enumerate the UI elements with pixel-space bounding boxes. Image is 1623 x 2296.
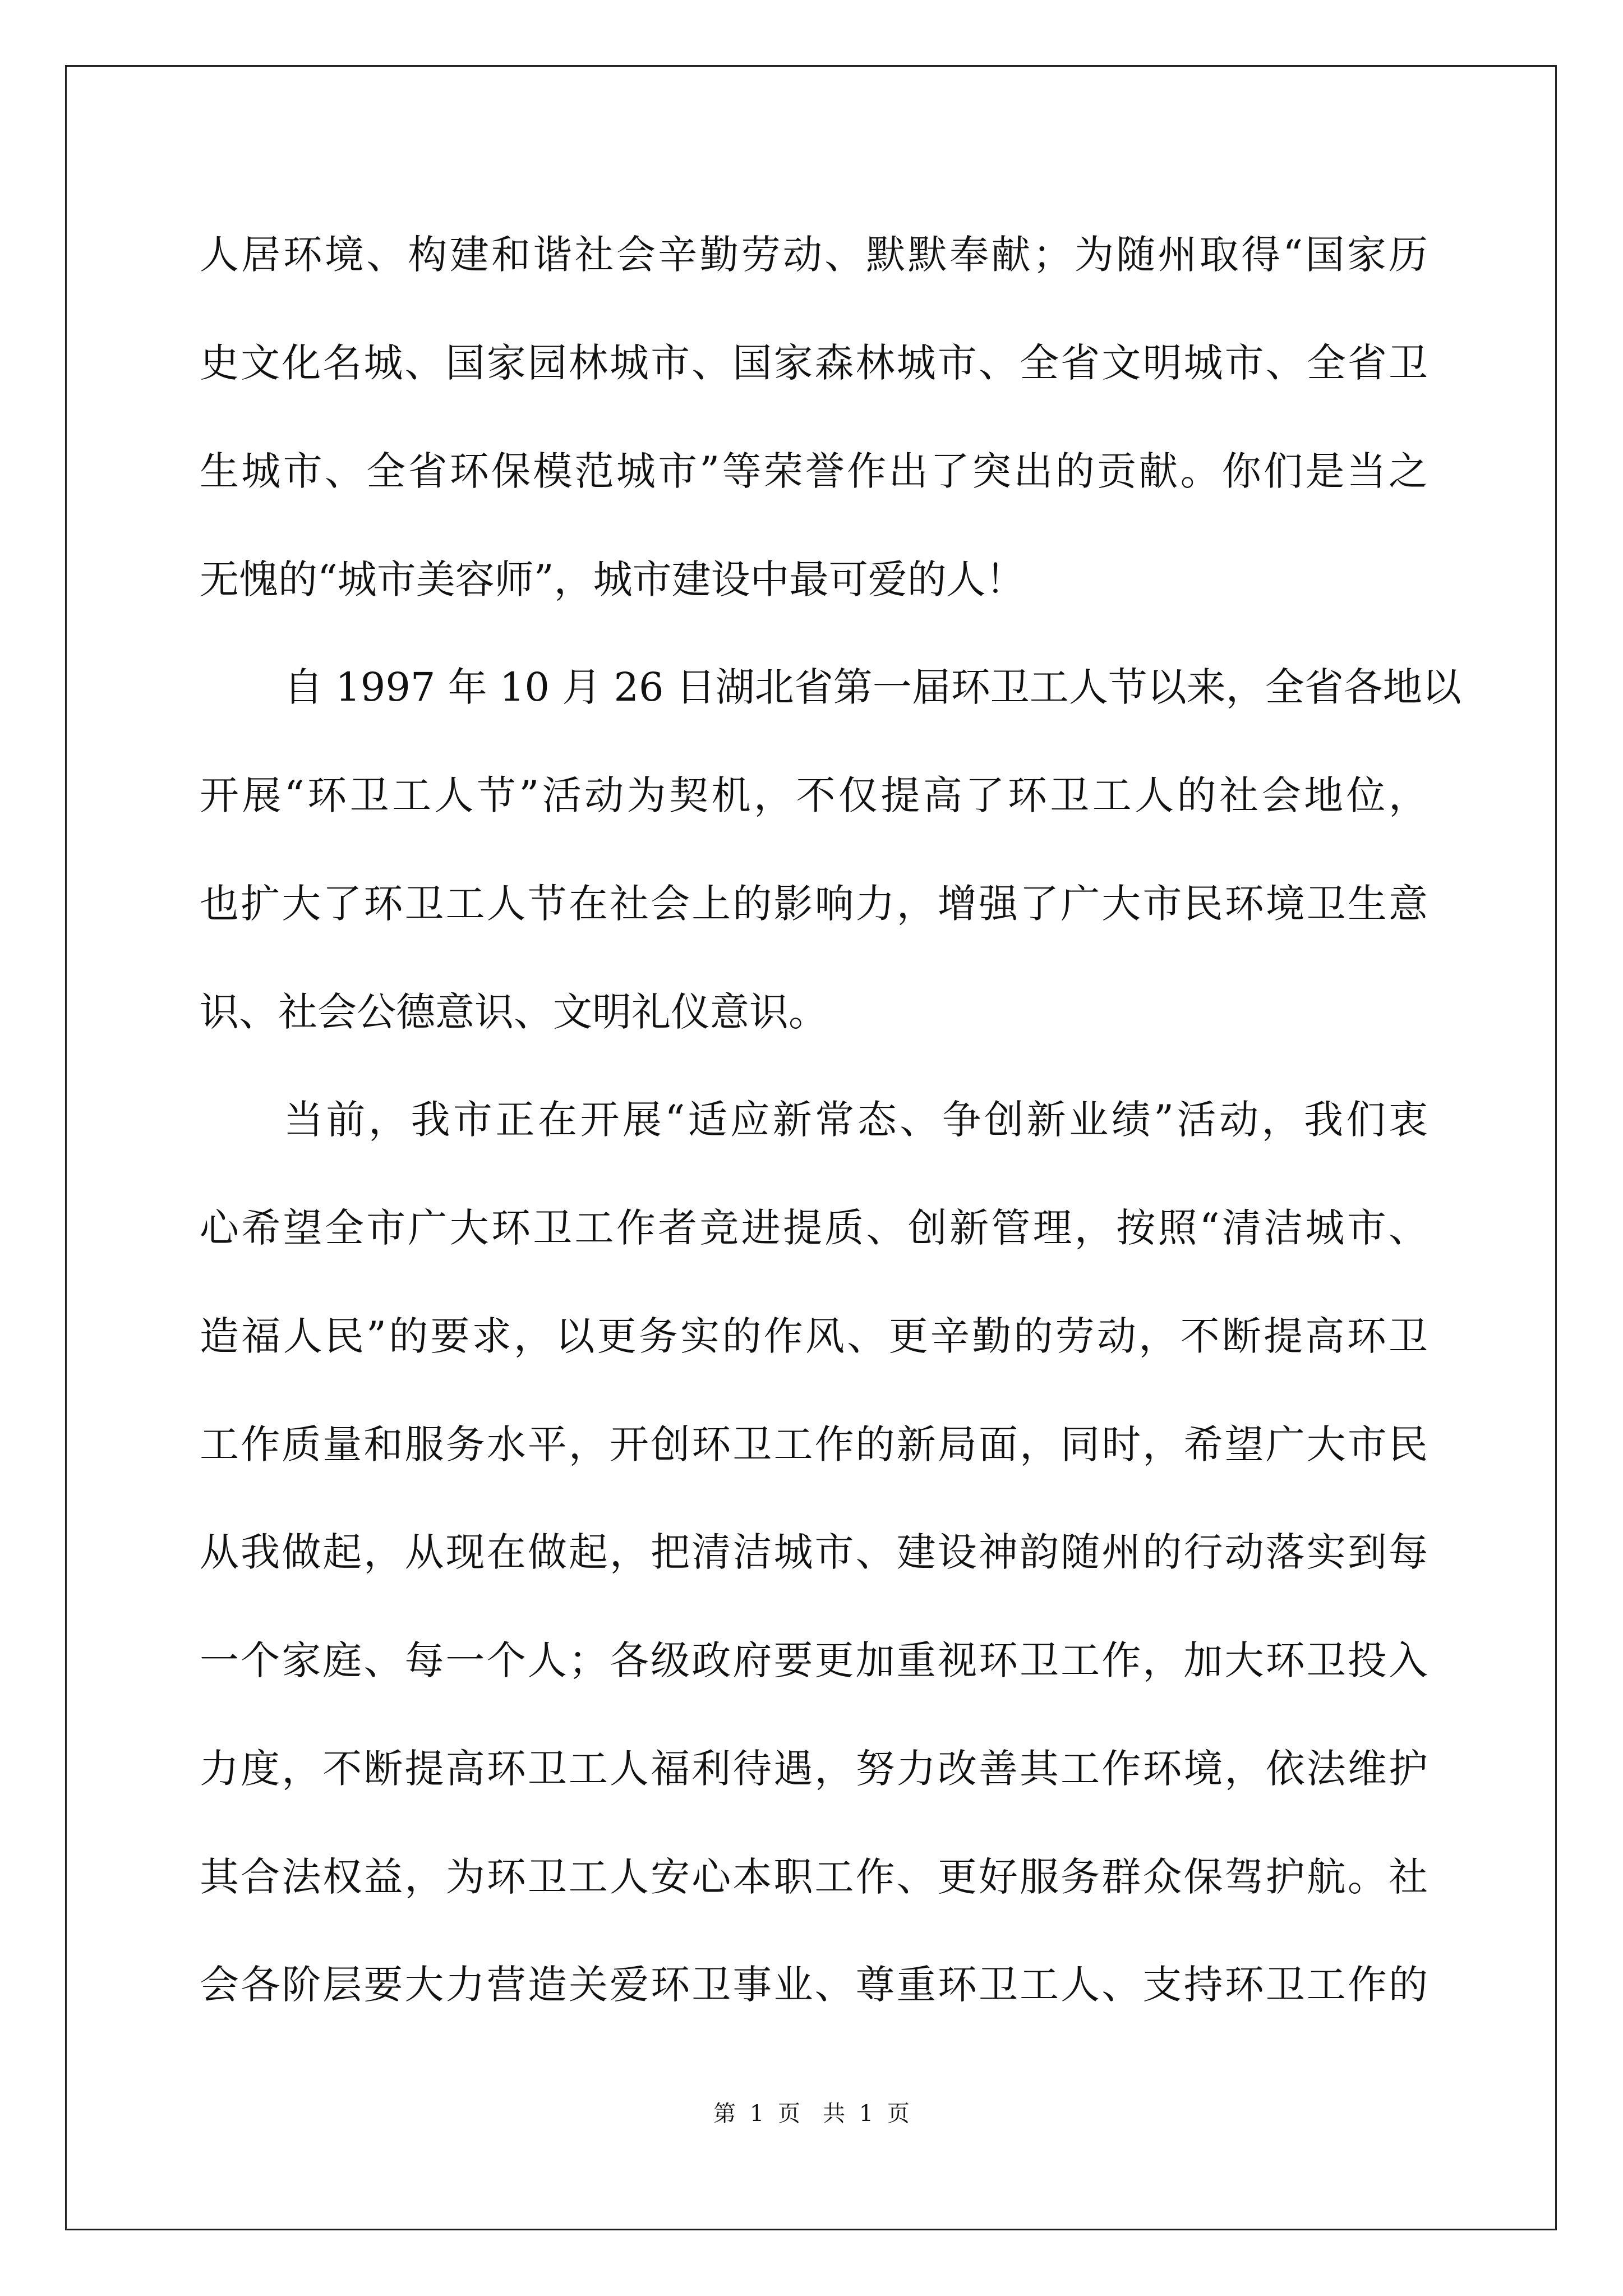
paragraph-3-line-6: 一个家庭、每一个人；各级政府要更加重视环卫工作，加大环卫投入 xyxy=(200,1637,1428,1683)
paragraph-3-line-5: 从我做起，从现在做起，把清洁城市、建设神韵随州的行动落实到每 xyxy=(200,1529,1428,1575)
paragraph-3-line-8: 其合法权益，为环卫工人安心本职工作、更好服务群众保驾护航。社 xyxy=(200,1854,1428,1900)
paragraph-3-line-7: 力度，不断提高环卫工人福利待遇，努力改善其工作环境，依法维护 xyxy=(200,1746,1428,1792)
paragraph-2-line-2: 开展“环卫工人节”活动为契机，不仅提高了环卫工人的社会地位， xyxy=(200,772,1428,818)
paragraph-2-line-3: 也扩大了环卫工人节在社会上的影响力，增强了广大市民环境卫生意 xyxy=(200,881,1428,927)
paragraph-1-line-4: 无愧的“城市美容师”，城市建设中最可爱的人！ xyxy=(200,556,1025,602)
paragraph-3-line-9: 会各阶层要大力营造关爱环卫事业、尊重环卫工人、支持环卫工作的 xyxy=(200,1962,1428,2008)
paragraph-3-line-2: 心希望全市广大环卫工作者竞进提质、创新管理，按照“清洁城市、 xyxy=(200,1205,1428,1251)
paragraph-2-line-4: 识、社会公德意识、文明礼仪意识。 xyxy=(200,989,828,1035)
paragraph-2-line-1: 自 1997 年 10 月 26 日湖北省第一届环卫工人节以来，全省各地以 xyxy=(284,664,1461,710)
paragraph-3-line-3: 造福人民”的要求，以更务实的作风、更辛勤的劳动，不断提高环卫 xyxy=(200,1313,1428,1359)
paragraph-1-line-1: 人居环境、构建和谐社会辛勤劳动、默默奉献；为随州取得“国家历 xyxy=(200,232,1428,278)
paragraph-1-line-3: 生城市、全省环保模范城市”等荣誉作出了突出的贡献。你们是当之 xyxy=(200,448,1428,494)
paragraph-1-line-2: 史文化名城、国家园林城市、国家森林城市、全省文明城市、全省卫 xyxy=(200,340,1428,386)
paragraph-3-line-1: 当前，我市正在开展“适应新常态、争创新业绩”活动，我们衷 xyxy=(284,1097,1428,1143)
page-number-footer: 第 1 页 共 1 页 xyxy=(713,2101,910,2127)
paragraph-3-line-4: 工作质量和服务水平，开创环卫工作的新局面，同时，希望广大市民 xyxy=(200,1421,1428,1467)
